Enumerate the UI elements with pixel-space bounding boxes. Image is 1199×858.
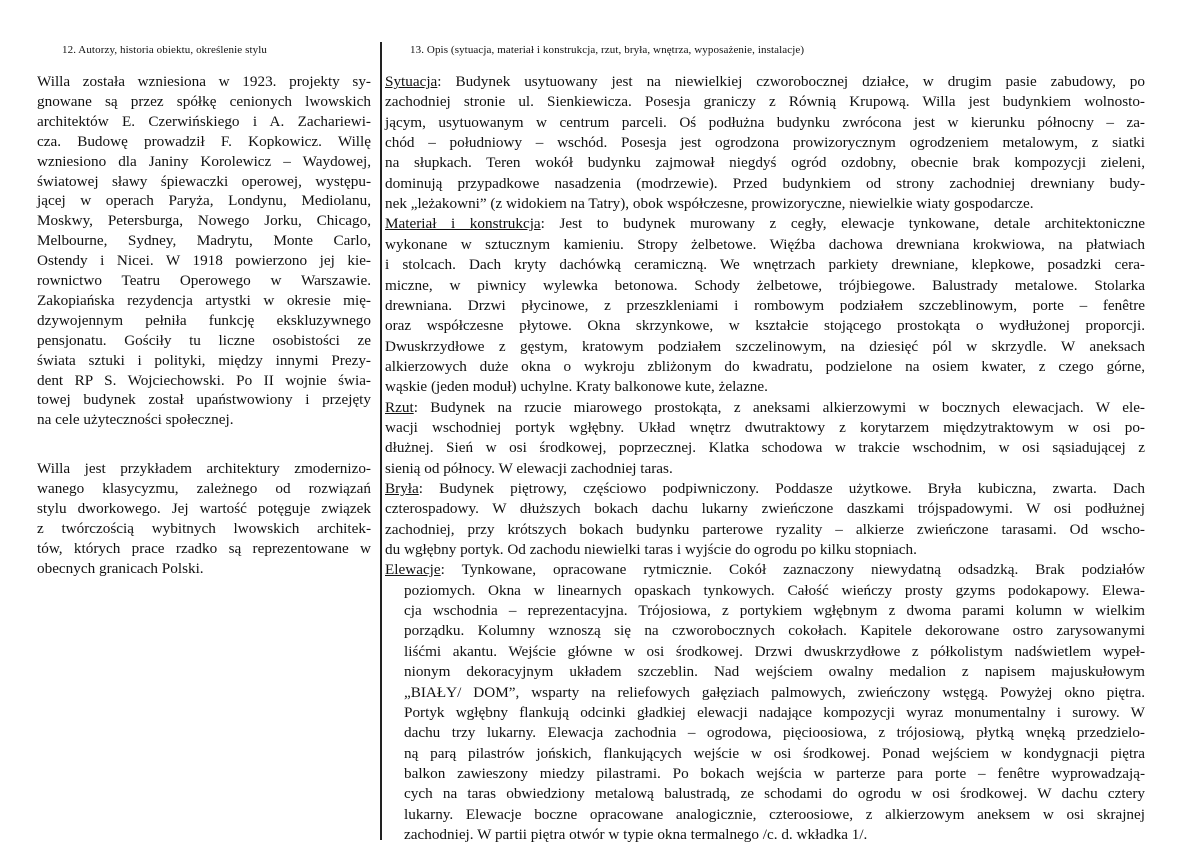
section-text: : Budynek na rzucie miarowego prostokąta, z aneksami alkierzowymi w bocznych elewacjach. W ele- (413, 398, 1145, 416)
section-label: Elewacje (385, 561, 441, 579)
section-heading-line (385, 214, 1145, 233)
description-line: cych na taras obwiedziony metalową balustradą, ze schodami do ogrodu w osi środkowej. W dachu cztery (404, 785, 1145, 803)
column-divider (380, 42, 382, 840)
section-heading-line (385, 479, 1145, 498)
history-line: Moskwy, Petersburga, Nowego Jorku, Chicago, (37, 212, 371, 230)
description-line: oraz współczesne płytowe. Okna skrzynkowe, w kształcie stojącego prostokąta o wydłużonej proporcji. (385, 317, 1145, 335)
history-line: świata sztuki i polityki, między innymi Prezy- (37, 351, 371, 369)
section-label: Rzut (385, 398, 414, 416)
section-text: : Tynkowane, opracowane rytmicznie. Cokół zaznaczony niewydatną odsadzką. Brak podziałów (440, 561, 1145, 579)
description-line: nek „leżakowni” (z widokiem na Tatry), obok współczesne, prowizoryczne, niewielkie wiaty gospodarcze. (385, 195, 1034, 213)
description-line: alkierzowych duże okna o wykroju zbliżonym do kwadratu, podzielone na osiem kwater, z czego górne, (385, 357, 1145, 375)
history-line: Willa została wzniesiona w 1923. projekty sy- (37, 73, 371, 90)
description-line: miczne, w piwnicy wylewka betonowa. Schody żelbetowe, trójbiegowe. Balustrady metalowe. Stolarka (385, 276, 1145, 294)
section-heading-line (385, 560, 1145, 579)
history-line: obecnych granicach Polski. (37, 559, 204, 577)
description-line: jącym, usytuowanym w centrum parceli. Oś podłużna budynku zwrócona jest w kierunku północny – za- (385, 113, 1145, 131)
description-line: drewniana. Drzwi płycinowe, z przeszkleniami i rombowym podziałem szczeblinowym, porte – fenêtre (385, 296, 1145, 314)
description-line: porządku. Kolumny wznoszą się na czworobocznych cokołach. Kapitele dekorowane ostro zarysowanymi (404, 622, 1145, 640)
history-line: Willa jest przykładem architektury zmodernizo- (37, 460, 371, 477)
description-line: du wgłębny portyk. Od zachodu niewielki taras i wyjście do ogrodu po kilku stopniach. (385, 541, 917, 559)
history-line: dzywojennym pełniła funkcję ekskluzywnego (37, 311, 371, 329)
description-line: chód – południowy – wschód. Posesja jest ogrodzona prowizorycznym ogrodzeniem metalowym, z siatki (385, 134, 1145, 152)
history-line: Ostendy i Nicei. W 1918 powierzono jej kie- (37, 252, 371, 270)
section-heading-line (385, 398, 1145, 417)
description-line: dłużnej. Sień w osi środkowej, poprzecznej. Klatka schodowa w trakcie wschodnim, w osi sąsiadującej z (385, 439, 1145, 457)
history-line: dent RP S. Wojciechowski. Po II wojnie świa- (37, 371, 371, 389)
history-line: cza. Budowę prowadził F. Kopkowicz. Willę (37, 132, 371, 150)
history-line: wzniesiono dla Janiny Korolewicz – Waydowej, (37, 152, 371, 170)
section-13-header: 13. Opis (sytuacja, materiał i konstrukcja, rzut, bryła, wnętrza, wyposażenie, instalacje) (410, 44, 805, 56)
description-line: lukarny. Elewacje boczne opracowane analogicznie, czteroosiowe, z alkierzowym aneksem w osi skrajnej (404, 805, 1145, 823)
description-line: poziomych. Okna w linearnych opaskach tynkowych. Całość wieńczy prosty gzyms podokapowy. Elewa- (404, 581, 1145, 599)
section-label: Sytuacja (385, 73, 438, 90)
history-line: stylu dworkowego. Jej wartość potęguje związek (37, 499, 371, 517)
description-line: wykonane w sztucznym kamieniu. Stropy żelbetowe. Więźba dachowa drewniana krokwiowa, na płatwiach (385, 235, 1145, 253)
description-line: dominują przypadkowe nasadzenia (modrzewie). Przed budynkiem od strony zachodniej drewniany budy- (385, 174, 1145, 192)
description-line: wąskie (jeden moduł) uchylne. Kraty balkonowe kute, żelazne. (385, 378, 768, 396)
description-line: cja wschodnia – reprezentacyjna. Trójosiowa, z portykiem wgłębnym z dwoma parami kolumn w wielkim (404, 602, 1145, 620)
description-line: i stolcach. Dach kryty dachówką ceramiczną. We wnętrzach parkiety drewniane, klepkowe, posadzki cera- (385, 256, 1145, 274)
history-line: tów, których prace rzadko są reprezentowane w (37, 539, 371, 557)
description-line: dachu trzy lukarny. Elewacja zachodnia – ogrodowa, pięcioosiowa, z trójosiową, płytką wnęką przedzielo- (404, 724, 1145, 742)
history-line: gnowane są przez spółkę cenionych lwowskich (37, 92, 371, 110)
description-line: Portyk wgłębny flankują odcinki gładkiej elewacji nadające kompozycji wyraz monumentalny i surowy. W (404, 703, 1145, 721)
section-label: Bryła (385, 480, 419, 497)
history-line: z twórczością wybitnych lwowskich architek- (37, 519, 371, 537)
history-line: jącej w operach Paryża, Londynu, Mediolanu, (37, 192, 371, 210)
description-line: zachodniej, przy krótszych bokach budynku parterowe ryzality – alkierze zwieńczone tarasami. Od wscho- (385, 520, 1145, 538)
description-line: „BIAŁY/ DOM”, wsparty na reliefowych gałęziach palmowych, zwieńczony wstęgą. Powyżej okno piętra. (404, 683, 1145, 701)
description-line: wacji wschodniej portyk wgłębny. Układ wnętrz dwutraktowy z korytarzem międzytraktowym w osi po- (385, 418, 1145, 436)
description-line: zachodniej stronie ul. Sienkiewicza. Posesja graniczy z Równią Krupową. Willa jest budynkiem wolnosto- (385, 93, 1145, 111)
section-12-header: 12. Autorzy, historia obiektu, określenie stylu (62, 44, 268, 56)
description-line: balkon zawieszony miedzy pilastrami. Po bokach wejścia w parterze para porte – fenêtre wyprowadzają- (404, 764, 1145, 782)
description-line: na słupkach. Teren wokół budynku zajmował niegdyś ogród ozdobny, obecnie brak kompozycji zieleni, (385, 154, 1145, 172)
history-line: wanego klasycyzmu, zależnego od rozwiązań (37, 479, 371, 497)
history-line: Zakopiańska rezydencja artystki w okresie mię- (37, 291, 371, 309)
description-line: liśćmi akantu. Wejście główne w osi środkowej. Drzwi dwuskrzydłowe z półkolistym nadświetlem wypeł- (404, 642, 1145, 660)
history-line: na cele użyteczności społecznej. (37, 411, 234, 429)
section-heading-line (385, 72, 1145, 91)
description-line: czterospadowy. W dłuższych bokach dachu lukarny zwieńczone daszkami trójspadowymi. W osi podłużnej (385, 500, 1145, 518)
history-line: Melbourne, Sydney, Madrytu, Monte Carlo, (37, 232, 371, 250)
section-text: : Budynek usytuowany jest na niewielkiej czworobocznej działce, w drugim pasie zabudowy, po (437, 73, 1145, 90)
history-line: rownictwo Teatru Operowego w Warszawie. (37, 272, 371, 289)
section-text: : Budynek piętrowy, częściowo podpiwniczony. Poddasze użytkowe. Bryła kubiczna, zwarta. Dach (418, 480, 1145, 497)
section-text: : Jest to budynek murowany z cegły, elewacje tynkowane, detale architektoniczne (540, 215, 1145, 233)
history-line: światowej sławy śpiewaczki operowej, występu- (37, 172, 371, 190)
history-line: towej budynek został upaństwowiony i przejęty (37, 391, 371, 409)
section-label: Materiał i konstrukcja (385, 215, 541, 233)
description-line: ną parą pilastrów jońskich, flankujących wejście w osi środkowej. Ponad wejściem w kondygnacji piętra (404, 744, 1145, 762)
description-line: nionym dekoracyjnym układem szczeblin. Nad wejściem owalny medalion z napisem majuskułowym (404, 663, 1145, 681)
history-line: architektów E. Czerwińskiego i A. Zachariewi- (37, 112, 371, 130)
description-line: sienią od północy. W elewacji zachodniej taras. (385, 459, 673, 477)
history-line: pensjonatu. Gościły tu liczne osobistości ze (37, 331, 371, 349)
description-line: zachodniej. W partii piętra otwór w typie okna termalnego /c. d. wkładka 1/. (404, 825, 868, 843)
description-line: Dwuskrzydłowe z gęstym, kratowym podziałem szczelinowym, na dziesięć pól w skrzydle. W aneksach (385, 337, 1145, 355)
